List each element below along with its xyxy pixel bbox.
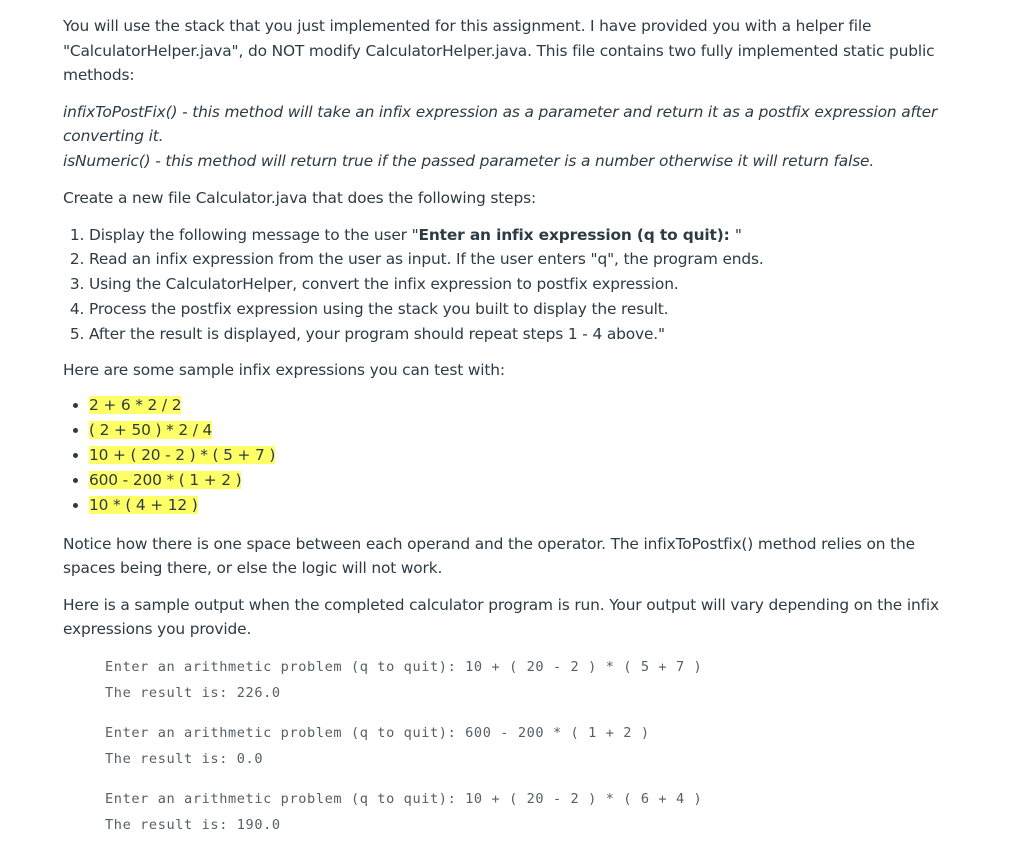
sample-output-paragraph: Here is a sample output when the completed calculator program is run. Your output will vary depending on the infix expressions you provide. (63, 595, 939, 639)
code-line: The result is: 190.0 (105, 817, 281, 834)
sample-expression (89, 418, 963, 443)
code-line: Enter an arithmetic problem (q to quit): 600 - 200 * ( 1 + 2 ) (105, 724, 650, 741)
step-item: 5. After the result is displayed, your program should repeat steps 1 - 4 above." (89, 322, 963, 347)
sample-expression (89, 468, 963, 493)
step-item: 4. Process the postfix expression using the stack you built to display the result. (89, 297, 963, 322)
code-line: The result is: 0.0 (105, 751, 264, 768)
step-item: 2. Read an infix expression from the user as input. If the user enters "q", the program ends. (89, 247, 963, 272)
highlighted-expression: 600 - 200 * ( 1 + 2 ) (89, 470, 242, 489)
highlighted-expression: 2 + 6 * 2 / 2 (89, 395, 182, 414)
assignment-document (63, 14, 963, 839)
highlighted-expression: 10 * ( 4 + 12 ) (89, 495, 198, 514)
method-is-numeric: isNumeric() - this method will return true if the passed parameter is a number otherwise it will return false. (63, 151, 875, 170)
intro-paragraph: You will use the stack that you just implemented for this assignment. I have provided you with a helper file "CalculatorHelper.java", do NOT modify CalculatorHelper.java. This file contains two fully implemented static public methods: (63, 17, 935, 84)
step-item: 1. Display the following message to the user "Enter an infix expression (q to quit): " (89, 223, 963, 248)
steps-list (63, 223, 963, 347)
sample-output-block (105, 654, 963, 839)
code-line: Enter an arithmetic problem (q to quit): 10 + ( 20 - 2 ) * ( 5 + 7 ) (105, 658, 703, 675)
method-infix-to-postfix: infixToPostFix() - this method will take an infix expression as a parameter and return it as a postfix expression after converting it. (63, 102, 938, 145)
sample-expression (89, 493, 963, 518)
code-line: Enter an arithmetic problem (q to quit): 10 + ( 20 - 2 ) * ( 6 + 4 ) (105, 790, 703, 807)
sample-expressions-list (63, 393, 963, 518)
highlighted-expression: 10 + ( 20 - 2 ) * ( 5 + 7 ) (89, 445, 276, 464)
create-file-paragraph: Create a new file Calculator.java that does the following steps: (63, 189, 537, 207)
prompt-message: Enter an infix expression (q to quit): (418, 225, 735, 244)
samples-intro-paragraph: Here are some sample infix expressions you can test with: (63, 361, 505, 380)
sample-expression (89, 443, 963, 468)
code-line: The result is: 226.0 (105, 685, 281, 702)
step-item: 3. Using the CalculatorHelper, convert the infix expression to postfix expression. (89, 272, 963, 297)
sample-expression (89, 393, 963, 418)
highlighted-expression: ( 2 + 50 ) * 2 / 4 (89, 420, 213, 439)
notice-paragraph: Notice how there is one space between each operand and the operator. The infixToPostfix() method relies on the spaces being there, or else the logic will not work. (63, 534, 915, 578)
